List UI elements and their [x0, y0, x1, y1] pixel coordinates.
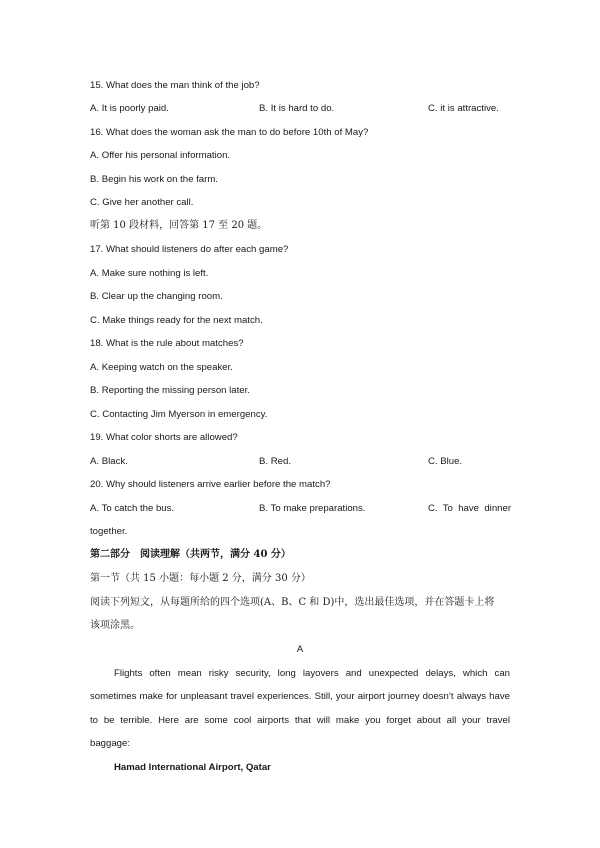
question-17: 17. What should listeners do after each game? — [90, 244, 289, 255]
q15-option-b: B. It is hard to do. — [259, 103, 335, 114]
question-19: 19. What color shorts are allowed? — [90, 432, 238, 443]
q15-option-c: C. it is attractive. — [428, 103, 499, 114]
reading-instruction-line2: 该项涂黑。 — [90, 620, 140, 631]
q16-option-b: B. Begin his work on the farm. — [90, 174, 218, 185]
q18-option-b: B. Reporting the missing person later. — [90, 385, 250, 396]
passage-line-4: baggage: — [90, 738, 131, 749]
passage-line-2: sometimes make for unpleasant travel experiences. Still, your airport journey doesn’t always have — [90, 691, 510, 702]
question-20: 20. Why should listeners arrive earlier before the match? — [90, 479, 331, 490]
question-16: 16. What does the woman ask the man to do before 10th of May? — [90, 127, 369, 138]
passage-label: A — [296, 644, 304, 655]
passage-line-3: to be terrible. Here are some cool airports that will make you forget about all your travel — [90, 715, 510, 726]
q19-option-a: A. Black. — [90, 456, 128, 467]
q16-option-a: A. Offer his personal information. — [90, 150, 231, 161]
part2-title: 第二部分 阅读理解（共两节，满分 40 分） — [90, 549, 291, 560]
q17-option-c: C. Make things ready for the next match. — [90, 315, 263, 326]
q16-option-c: C. Give her another call. — [90, 197, 194, 208]
section1-heading: 第一节（共 15 小题：每小题 2 分，满分 30 分） — [90, 573, 311, 584]
q18-option-c: C. Contacting Jim Myerson in emergency. — [90, 409, 268, 420]
q20-option-c: C. To have dinner — [428, 503, 512, 514]
passage-line-1: Flights often mean risky security, long layovers and unexpected delays, which can — [114, 668, 510, 679]
question-15: 15. What does the man think of the job? — [90, 80, 260, 91]
q19-option-b: B. Red. — [259, 456, 291, 467]
q15-option-a: A. It is poorly paid. — [90, 103, 169, 114]
q17-option-a: A. Make sure nothing is left. — [90, 268, 209, 279]
q20-option-a: A. To catch the bus. — [90, 503, 175, 514]
question-18: 18. What is the rule about matches? — [90, 338, 244, 349]
passage-subheading: Hamad International Airport, Qatar — [114, 762, 271, 773]
listening-instruction-10: 听第 10 段材料，回答第 17 至 20 题。 — [90, 220, 268, 231]
q20-option-c-continued: together. — [90, 526, 128, 537]
q17-option-b: B. Clear up the changing room. — [90, 291, 223, 302]
q19-option-c: C. Blue. — [428, 456, 463, 467]
q18-option-a: A. Keeping watch on the speaker. — [90, 362, 233, 373]
reading-instruction-line1: 阅读下列短文，从每题所给的四个选项(A、B、C 和 D)中，选出最佳选项，并在答题卡上将 — [90, 597, 495, 608]
q20-option-b: B. To make preparations. — [259, 503, 366, 514]
